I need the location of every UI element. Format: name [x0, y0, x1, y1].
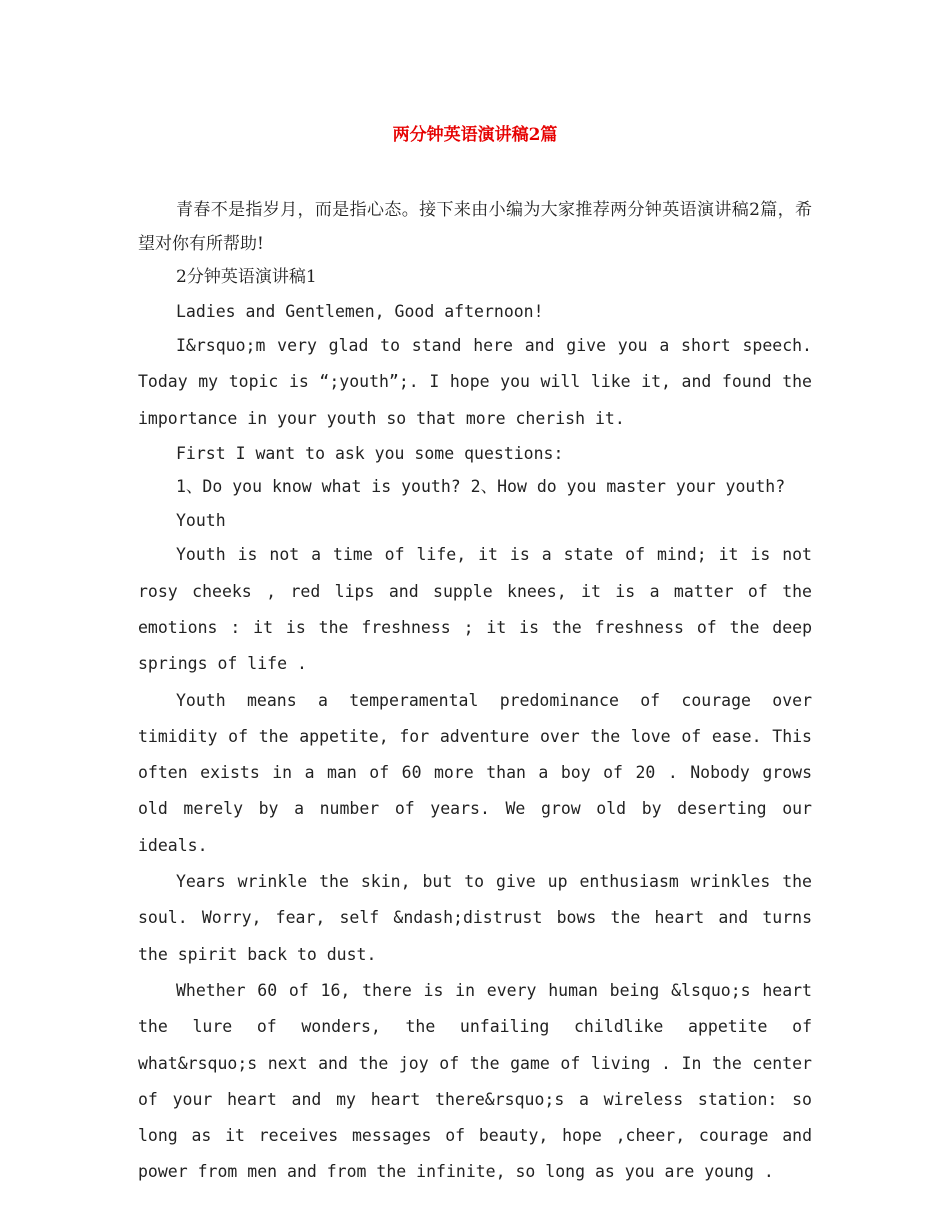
document-title: 两分钟英语演讲稿2篇	[392, 125, 558, 145]
wireless-station-paragraph: Whether 60 of 16, there is in every human being &lsquo;s heart the lure of wonders, the unfailing childlike appetite of what&rsquo;s next and the joy of the game of living . In the center of your heart and my heart there&rsquo;s a wireless station: so long as it receives messages of beauty, hope ,cheer, courage and power from men and from the infinite, so long as you are young .	[138, 980, 812, 1182]
intro-paragraph: 青春不是指岁月，而是指心态。接下来由小编为大家推荐两分钟英语演讲稿2篇，希望对你有所帮助!	[138, 200, 812, 254]
questions-intro-paragraph: First I want to ask you some questions:	[176, 443, 564, 463]
greeting-paragraph: Ladies and Gentlemen, Good afternoon!	[176, 301, 544, 321]
years-wrinkle-paragraph: Years wrinkle the skin, but to give up enthusiasm wrinkles the soul. Worry, fear, self &ndash;distrust bows the heart and turns the spirit back to dust.	[138, 872, 812, 964]
opening-paragraph: I&rsquo;m very glad to stand here and give you a short speech. Today my topic is “;youth”;. I hope you will like it, and found the importance in your youth so that more cherish it.	[138, 336, 812, 428]
youth-definition-paragraph: Youth is not a time of life, it is a state of mind; it is not rosy cheeks , red lips and supple knees, it is a matter of the emotions : it is the freshness ; it is the freshness of the deep springs of life .	[138, 545, 812, 674]
document-body	[138, 194, 812, 1191]
section-heading: 2分钟英语演讲稿1	[176, 267, 317, 287]
questions-paragraph: 1、Do you know what is youth? 2、How do you master your youth?	[176, 477, 786, 497]
youth-courage-paragraph: Youth means a temperamental predominance of courage over timidity of the appetite, for adventure over the love of ease. This often exists in a man of 60 more than a boy of 20 . Nobody grows old merely by a number of years. We grow old by deserting our ideals.	[138, 690, 812, 855]
youth-heading: Youth	[176, 510, 226, 530]
